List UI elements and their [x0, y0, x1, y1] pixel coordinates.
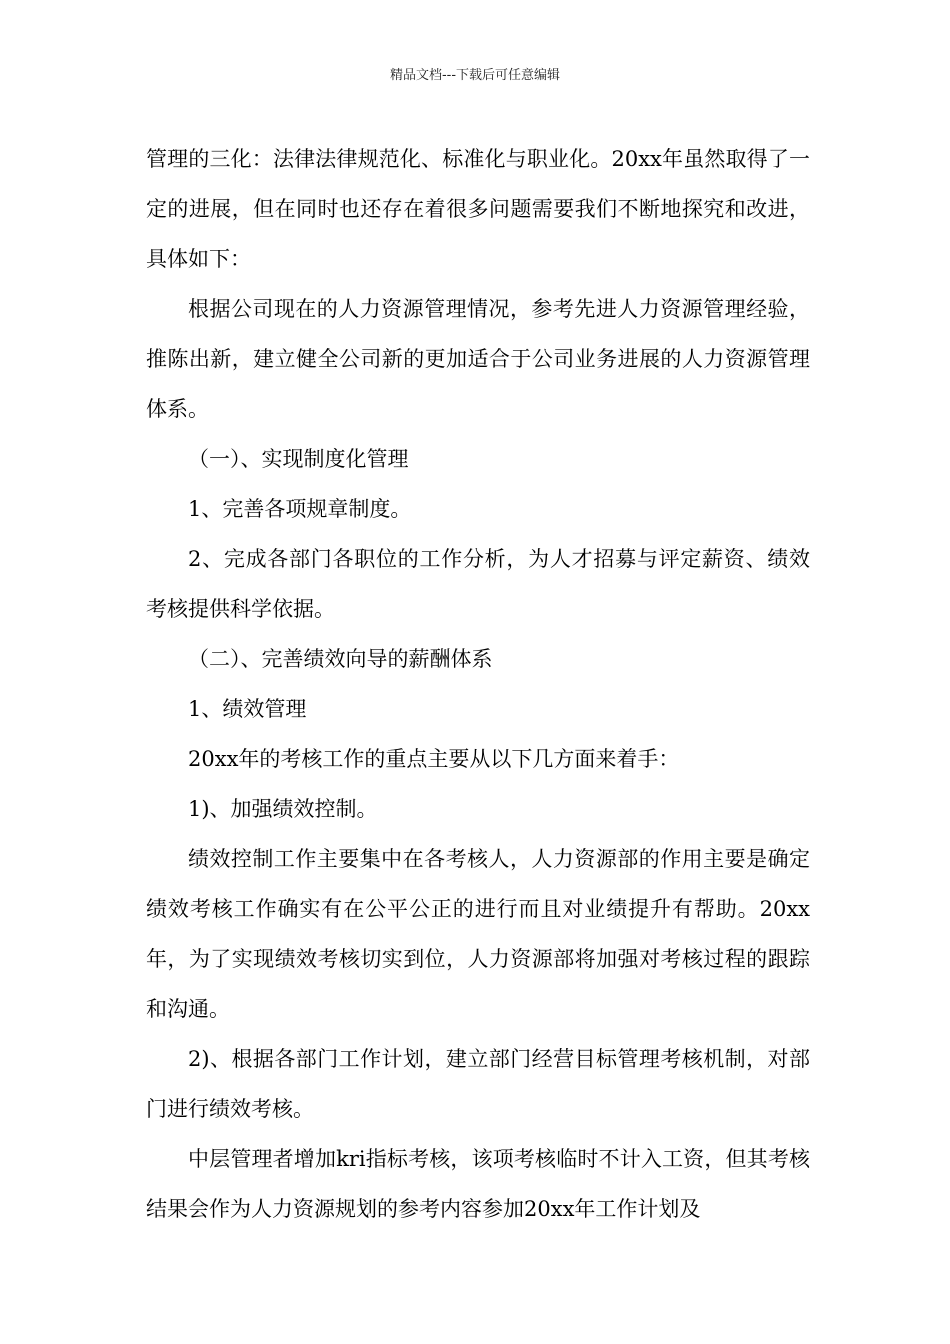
list-item: 1、绩效管理 — [188, 697, 307, 721]
section-heading: （一）、实现制度化管理 — [188, 447, 409, 471]
document-body — [146, 134, 810, 1234]
list-item: 1、完善各项规章制度。 — [188, 497, 412, 521]
list-item: 2)、根据各部门工作计划，建立部门经营目标管理考核机制，对部门进行绩效考核。 — [146, 1047, 810, 1121]
section-heading: （二）、完善绩效向导的薪酬体系 — [188, 647, 493, 671]
paragraph: 管理的三化：法律法律规范化、标准化与职业化。20xx年虽然取得了一定的进展，但在同时也还存在着很多问题需要我们不断地探究和改进，具体如下： — [146, 147, 810, 271]
list-item: 2、完成各部门各职位的工作分析，为人才招募与评定薪资、绩效考核提供科学依据。 — [146, 547, 810, 621]
paragraph: 20xx年的考核工作的重点主要从以下几方面来着手： — [188, 747, 680, 771]
paragraph: 中层管理者增加kri指标考核，该项考核临时不计入工资，但其考核结果会作为人力资源规划的参考内容参加20xx年工作计划及 — [146, 1147, 810, 1221]
page-header: 精品文档---下载后可任意编辑 — [389, 68, 561, 83]
paragraph: 根据公司现在的人力资源管理情况，参考先进人力资源管理经验，推陈出新，建立健全公司新的更加适合于公司业务进展的人力资源管理体系。 — [146, 297, 810, 421]
list-item: 1)、加强绩效控制。 — [188, 797, 378, 821]
paragraph: 绩效控制工作主要集中在各考核人，人力资源部的作用主要是确定绩效考核工作确实有在公平公正的进行而且对业绩提升有帮助。20xx年，为了实现绩效考核切实到位，人力资源部将加强对考核过程的跟踪和沟通。 — [146, 847, 810, 1021]
